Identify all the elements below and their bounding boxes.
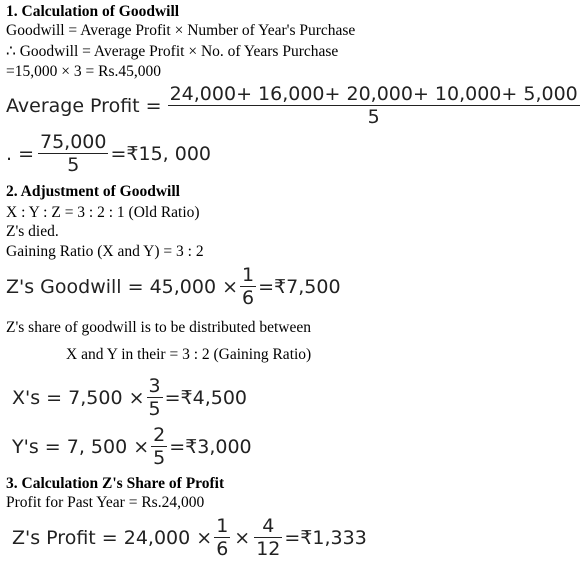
result-denominator: 5 bbox=[67, 154, 80, 176]
x-share-equation bbox=[12, 375, 247, 420]
z-goodwill-denominator: 6 bbox=[242, 287, 255, 309]
z-goodwill-numerator: 1 bbox=[242, 264, 255, 286]
x-share-fraction bbox=[147, 375, 163, 420]
result-numerator: 75,000 bbox=[40, 131, 107, 153]
z-profit-fraction-1 bbox=[214, 515, 230, 560]
z-goodwill-label: Z's Goodwill = 45,000 × bbox=[6, 275, 239, 298]
z-goodwill-result: =₹7,500 bbox=[258, 275, 341, 298]
y-share-equation bbox=[12, 424, 252, 469]
section3-heading: 3. Calculation Z's Share of Profit bbox=[6, 475, 225, 492]
goodwill-therefore-line: ∴ Goodwill = Average Profit × No. of Years Purchase bbox=[6, 43, 339, 60]
z-goodwill-equation bbox=[6, 264, 341, 309]
average-profit-equation bbox=[6, 83, 580, 128]
old-ratio-line: X : Y : Z = 3 : 2 : 1 (Old Ratio) bbox=[6, 204, 200, 221]
y-share-fraction bbox=[151, 424, 167, 469]
z-goodwill-fraction bbox=[240, 264, 256, 309]
z-profit-fraction-1-denominator: 6 bbox=[216, 538, 229, 560]
z-profit-fraction-2-numerator: 4 bbox=[254, 515, 282, 538]
result-prefix: . = bbox=[6, 142, 34, 165]
y-share-result: =₹3,000 bbox=[169, 435, 252, 458]
past-year-profit-line: Profit for Past Year = Rs.24,000 bbox=[6, 494, 205, 511]
x-share-label: X's = 7,500 × bbox=[12, 386, 145, 409]
result-value: =₹15, 000 bbox=[110, 142, 212, 165]
goodwill-formula-line: Goodwill = Average Profit × Number of Year's Purchase bbox=[6, 22, 356, 39]
x-share-numerator: 3 bbox=[148, 375, 161, 397]
x-share-denominator: 5 bbox=[148, 398, 161, 420]
y-share-label: Y's = 7, 500 × bbox=[12, 435, 150, 458]
z-profit-label: Z's Profit = 24,000 × bbox=[12, 526, 213, 549]
y-share-denominator: 5 bbox=[153, 447, 166, 469]
x-share-result: =₹4,500 bbox=[164, 386, 247, 409]
result-fraction bbox=[38, 131, 108, 176]
goodwill-result-line: =15,000 × 3 = Rs.45,000 bbox=[6, 63, 161, 80]
z-profit-fraction-2 bbox=[254, 515, 282, 560]
section2-heading: 2. Adjustment of Goodwill bbox=[6, 183, 180, 200]
z-died-line: Z's died. bbox=[6, 223, 59, 240]
average-profit-numerator: 24,000+ 16,000+ 20,000+ 10,000+ 5,000 bbox=[169, 83, 578, 105]
distribution-line-2: X and Y in their = 3 : 2 (Gaining Ratio) bbox=[66, 346, 312, 363]
average-profit-fraction bbox=[168, 83, 580, 128]
average-profit-label: Average Profit = bbox=[6, 94, 162, 117]
z-profit-fraction-2-denominator: 12 bbox=[256, 538, 281, 560]
section1-heading: 1. Calculation of Goodwill bbox=[6, 3, 180, 20]
gaining-ratio-line: Gaining Ratio (X and Y) = 3 : 2 bbox=[6, 243, 204, 260]
y-share-numerator: 2 bbox=[153, 424, 166, 446]
z-profit-result: =₹1,333 bbox=[284, 526, 367, 549]
average-profit-denominator: 5 bbox=[367, 106, 380, 128]
times-sign: × bbox=[234, 526, 251, 549]
average-profit-result bbox=[6, 131, 211, 176]
z-profit-equation bbox=[12, 515, 367, 560]
distribution-line-1: Z's share of goodwill is to be distributed between bbox=[6, 319, 311, 336]
z-profit-fraction-1-numerator: 1 bbox=[216, 515, 229, 537]
